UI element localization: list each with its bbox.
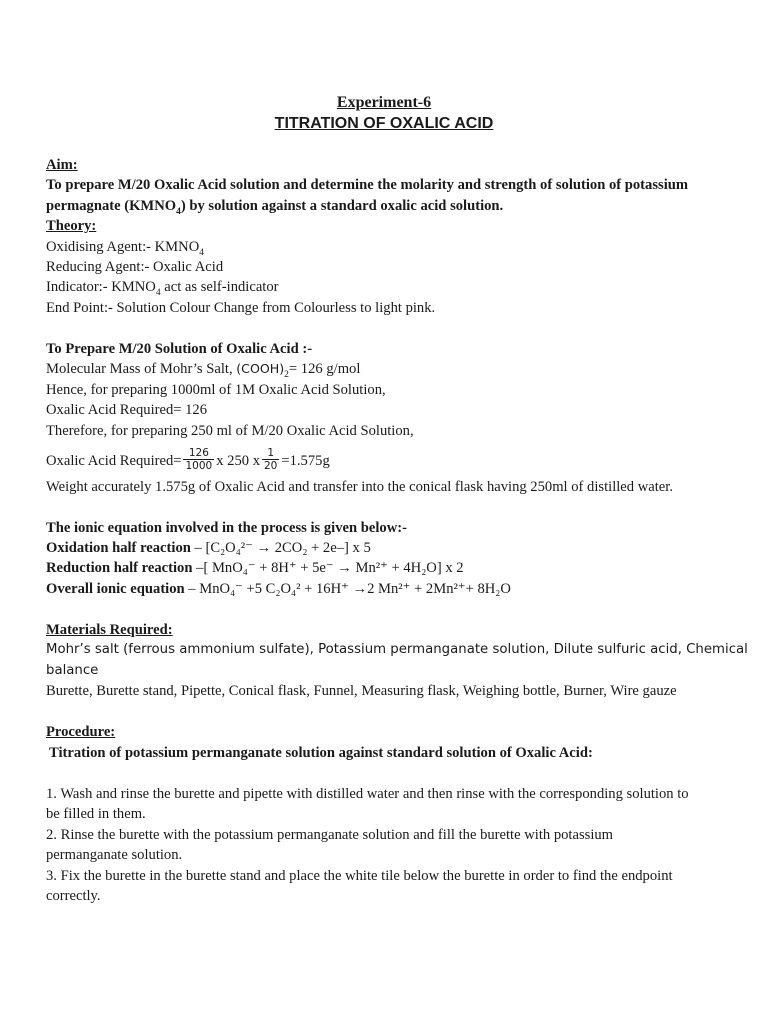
fraction-126-1000: $\frac{126}{1000}$	[185, 447, 213, 472]
step1-line1: 1. Wash and rinse the burette and pipette with distilled water and then rinse with the corresponding solution to	[46, 786, 689, 802]
end-point: End Point:- Solution Colour Change from Colourless to light pink.	[46, 300, 436, 316]
ionic-intro: The ionic equation involved in the process is given below:-	[46, 520, 407, 536]
experiment-number: Experiment-6	[336, 94, 432, 111]
materials-line1: Mohr’s salt (ferrous ammonium sulfate), Potassium permanganate solution, Dilute sulfuric acid, Chemical	[46, 642, 748, 657]
document-title: TITRATION OF OXALIC ACID	[274, 115, 494, 132]
fraction-1-20: $\frac{1}{20}$	[264, 447, 278, 472]
reducing-agent: Reducing Agent:- Oxalic Acid	[46, 259, 224, 275]
procedure-subheading: Titration of potassium permanganate solution against standard solution of Oxalic Acid:	[49, 745, 593, 761]
overall-ionic-equation: Overall ionic equation – MnO₄⁻ +5 C₂O₄² + 16H⁺ →2 Mn²⁺ + 2Mn²⁺+ 8H₂O	[46, 581, 511, 597]
hence-line: Hence, for preparing 1000ml of 1M Oxalic Acid Solution,	[46, 382, 386, 398]
step3-line2: correctly.	[46, 888, 101, 904]
required-line-1: Oxalic Acid Required= 126	[46, 402, 208, 418]
reduction-half-reaction: Reduction half reaction –[ MnO₄⁻ + 8H⁺ + 5e⁻ → Mn²⁺ + 4H₂O] x 2	[46, 560, 464, 576]
materials-line3: Burette, Burette stand, Pipette, Conical flask, Funnel, Measuring flask, Weighing bottle, Burner, Wire gauze	[46, 683, 677, 699]
preparation-heading: To Prepare M/20 Solution of Oxalic Acid :-	[46, 341, 313, 357]
materials-line2: balance	[46, 663, 99, 678]
procedure-heading: Procedure:	[46, 724, 116, 740]
aim-text-line1: To prepare M/20 Oxalic Acid solution and determine the molarity and strength of solution of potassium	[46, 177, 689, 193]
aim-heading: Aim:	[46, 157, 78, 173]
step3-line1: 3. Fix the burette in the burette stand and place the white tile below the burette in order to find the endpoint	[46, 868, 673, 884]
indicator: Indicator:- $KMNO_4$ act as self-indicator	[46, 279, 279, 298]
molecular-mass: Molecular Mass of Mohr’s Salt, $(COOH)_2= 126$ g/mol	[46, 361, 361, 380]
aim-text-line2: permagnate $(KMNO_4)$ by solution against a standard oxalic acid solution.	[46, 198, 504, 217]
theory-heading: Theory:	[46, 218, 97, 234]
oxidising-agent: Oxidising Agent:- $KMNO_4$	[46, 239, 204, 258]
weight-instruction: Weight accurately 1.575g of Oxalic Acid and transfer into the conical flask having 250ml of distilled water.	[46, 479, 673, 495]
materials-heading: Materials Required:	[46, 622, 173, 638]
required-calculation: Oxalic Acid Required= $\frac{126}{1000}$ x 250 x $\frac{1}{20}$ =1.575g	[46, 447, 330, 472]
therefore-line: Therefore, for preparing 250 ml of M/20 Oxalic Acid Solution,	[46, 423, 414, 439]
step2-line2: permanganate solution.	[46, 847, 183, 863]
step1-line2: be filled in them.	[46, 806, 146, 822]
oxidation-half-reaction: Oxidation half reaction – [C₂O₄²⁻ → 2CO₂ + 2e–] x 5	[46, 540, 371, 556]
step2-line1: 2. Rinse the burette with the potassium permanganate solution and fill the burette with potassium	[46, 827, 614, 843]
